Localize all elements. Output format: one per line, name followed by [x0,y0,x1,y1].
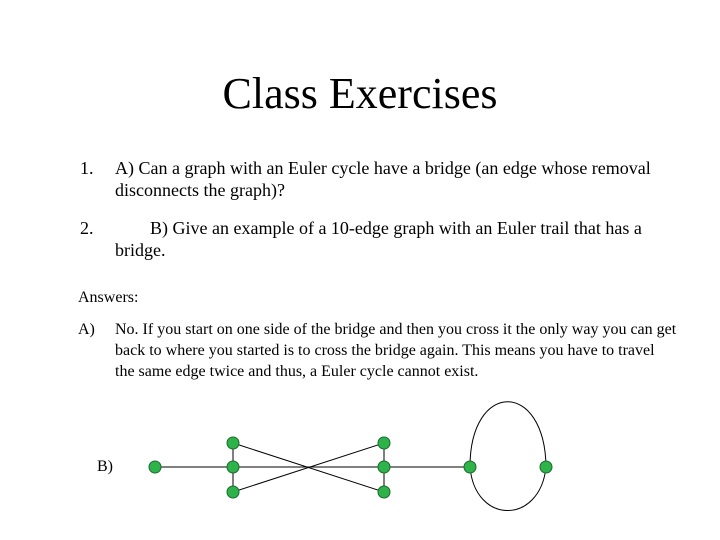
graph-node [378,437,390,449]
graph-node [378,486,390,498]
graph-node [227,437,239,449]
answer-a-text: No. If you start on one side of the bridge and then you cross it the only way you can get back to where you started is to cross the bridge again. This means you have to travel the same edge twice and thus, a Euler cycle cannot exist. [115,321,677,380]
question-2-text: B) Give an example of a 10-edge graph with an Euler trail that has a bridge. [115,218,642,260]
graph-node [378,461,390,473]
question-1-number: 1. [80,158,94,178]
slide-title: Class Exercises [222,69,498,118]
graph-node [464,461,476,473]
question-1-text: A) Can a graph with an Euler cycle have a bridge (an edge whose removal disconnects the graph)? [115,158,651,200]
answers-heading: Answers: [78,289,139,306]
answer-a-marker: A) [78,321,95,338]
graph-node [540,461,552,473]
graph-loop-lower [470,467,546,511]
answer-b-marker: B) [97,458,113,475]
question-2-number: 2. [80,218,94,238]
graph-node [149,461,161,473]
graph-node [227,486,239,498]
graph-loop-upper [470,402,546,467]
graph-node [227,461,239,473]
